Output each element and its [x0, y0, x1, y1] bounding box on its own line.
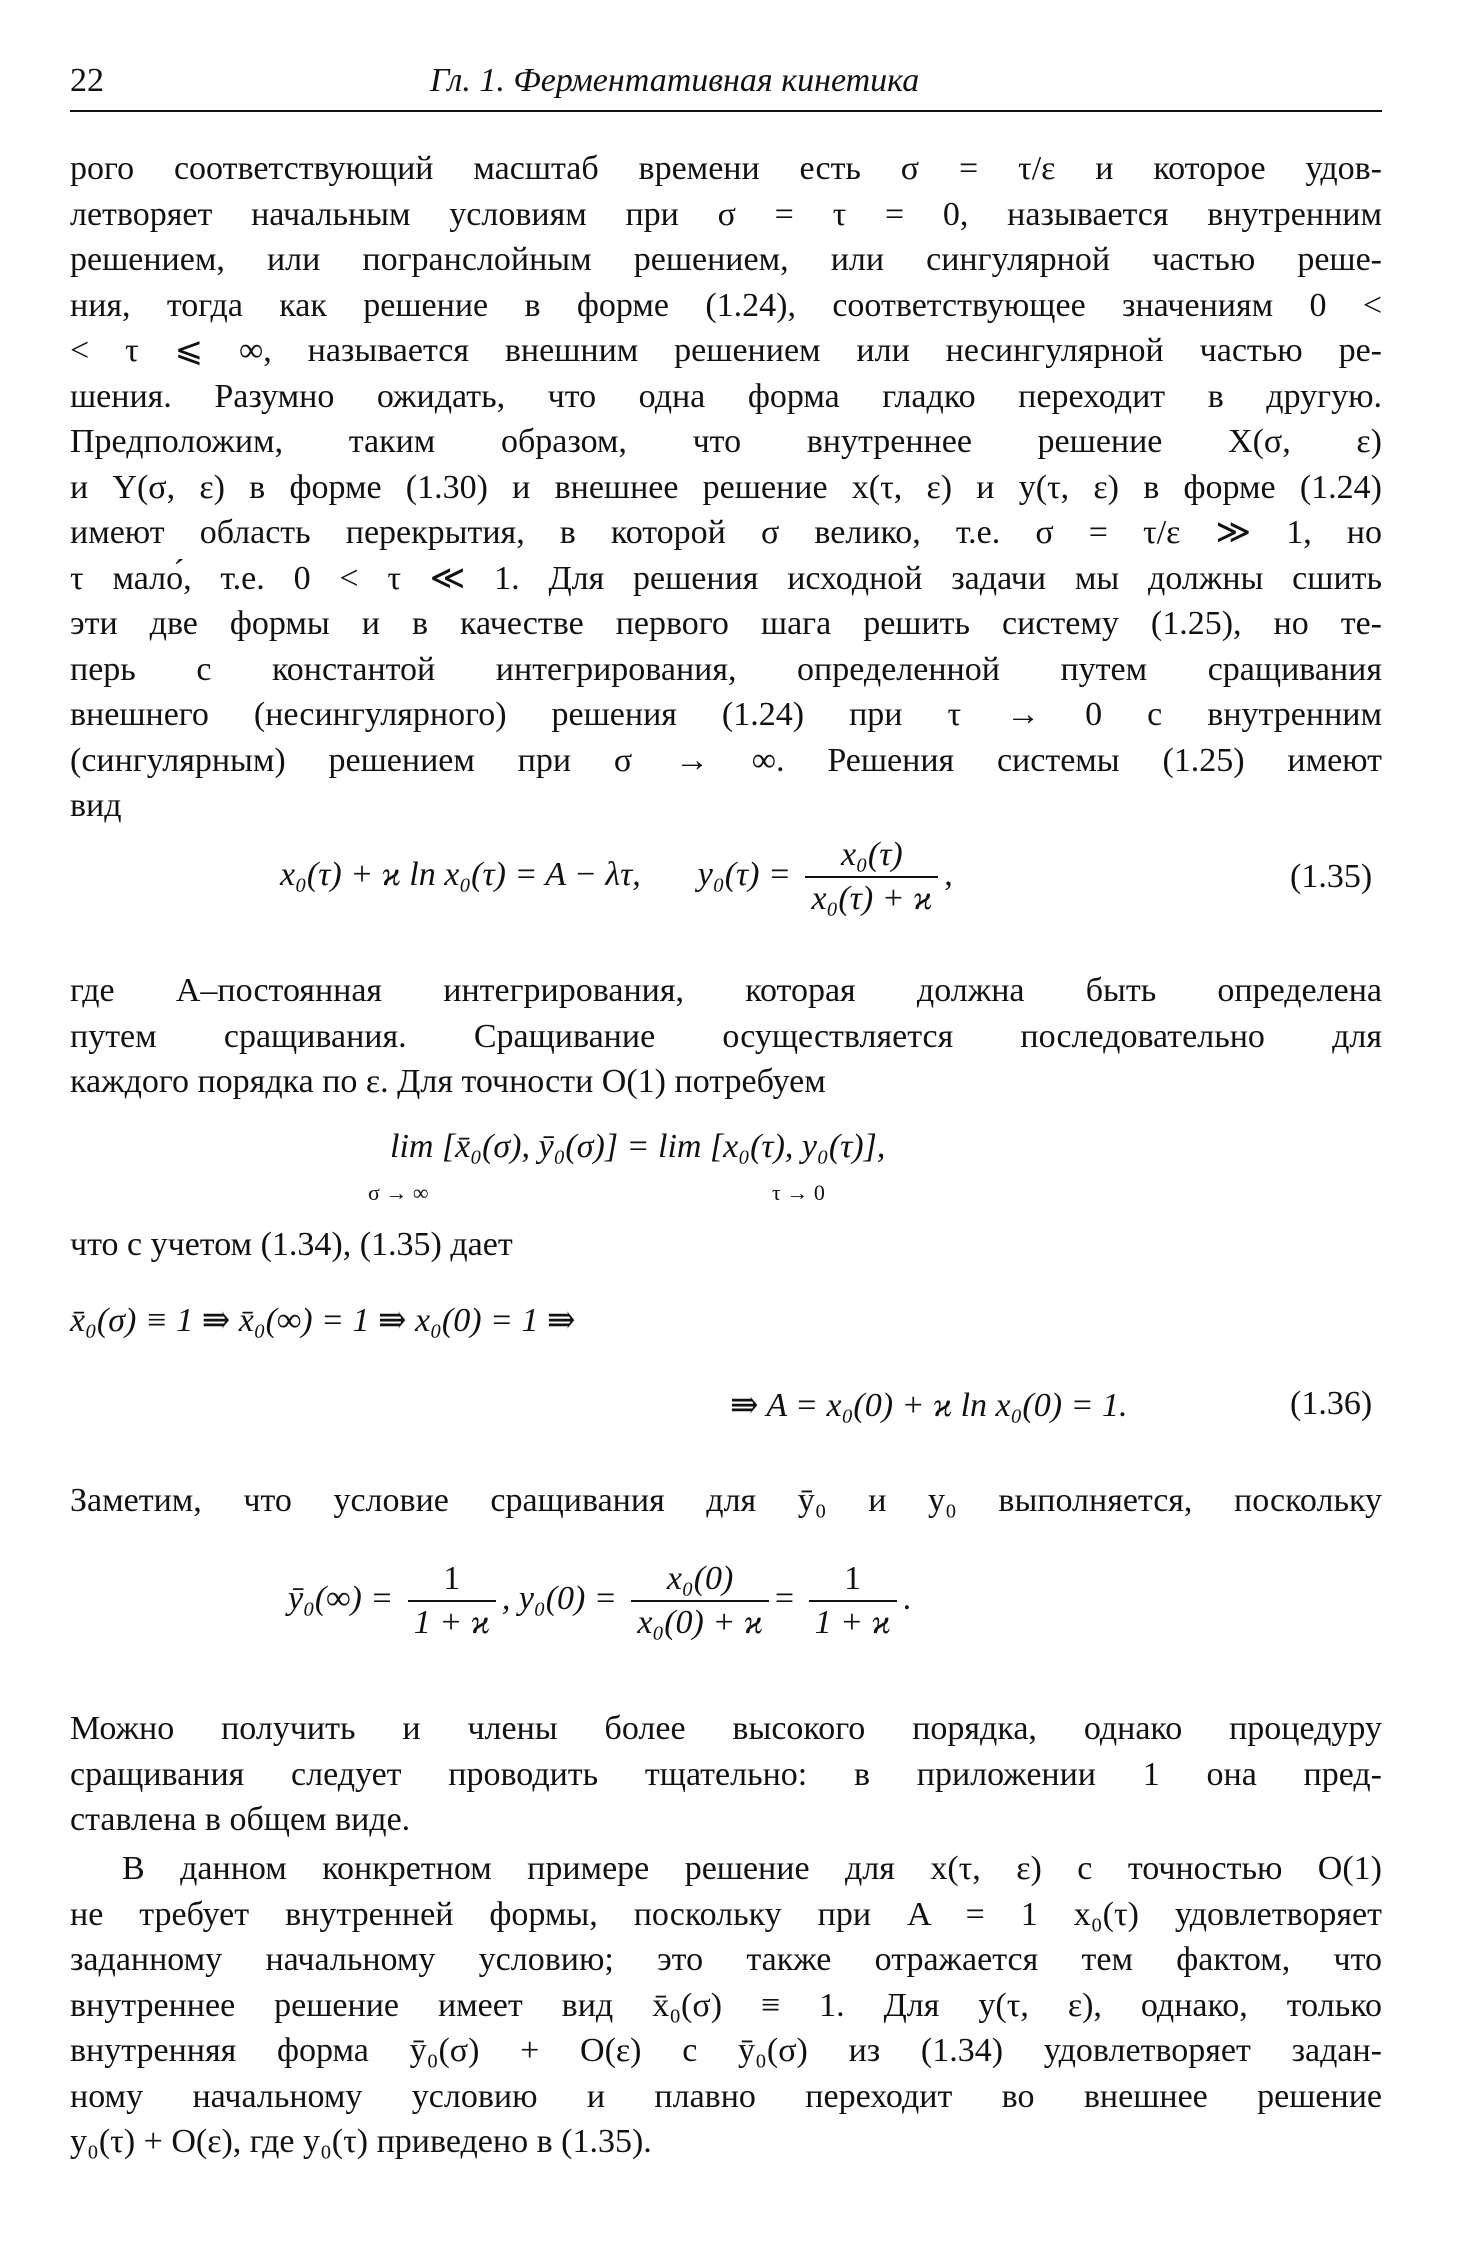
text-line: где A–постоянная интегрирования, которая должна быть определена: [70, 972, 1382, 1009]
text-line: летворяет начальным условиям при σ = τ = 0, называется внутренним: [70, 195, 1382, 233]
eq-text: ȳ₀(∞) =: [288, 1579, 394, 1617]
paragraph-6: [70, 1846, 1382, 2165]
equation-1-36-line1: [70, 1300, 575, 1340]
fraction: [805, 836, 938, 918]
equation-number: (1.35): [1290, 858, 1373, 895]
limit-expression: lim [x̄₀(σ), ȳ₀(σ)] = lim [x₀(τ), y₀(τ)],: [390, 1128, 886, 1165]
page-number: 22: [70, 62, 104, 99]
paragraph-2: [70, 968, 1382, 1105]
running-header: [70, 62, 1382, 106]
book-page: [70, 0, 1382, 2261]
punctuation: .: [902, 1579, 912, 1617]
denominator: x₀(0) + ϰ: [637, 1604, 763, 1641]
equation-1-36-line2: [730, 1385, 1128, 1425]
text-line: не требует внутренней формы, поскольку при A = 1 x₀(τ) удовлетворяет: [70, 1895, 1382, 1933]
text-line: Можно получить и члены более высокого порядка, однако процедуру: [70, 1710, 1382, 1747]
limit-sub-sigma: σ → ∞: [368, 1180, 429, 1205]
numerator: x₀(τ): [805, 836, 938, 878]
eq-mid: y₀(τ) =: [697, 855, 791, 893]
equation-1-35: [280, 836, 953, 918]
numerator: 1: [408, 1560, 496, 1602]
y-matching-equation: [288, 1560, 911, 1642]
text-line: В данном конкретном примере решение для x(τ, ε) с точностью O(1): [122, 1850, 1382, 1887]
header-rule: [70, 110, 1382, 112]
eq-text: ⇛ A = x₀(0) + ϰ ln x₀(0) = 1.: [730, 1387, 1128, 1424]
text-line: что с учетом (1.34), (1.35) дает: [70, 1226, 513, 1263]
numerator: x₀(0): [631, 1560, 769, 1602]
text-line: τ мало́, т.е. 0 < τ ≪ 1. Для решения исходной задачи мы должны сшить: [70, 559, 1382, 597]
fraction: [631, 1560, 769, 1642]
text-line: ному начальному условию и плавно переходит во внешнее решение: [70, 2077, 1382, 2115]
fraction: [809, 1560, 897, 1642]
text-line: Предположим, таким образом, что внутреннее решение X(σ, ε): [70, 423, 1382, 460]
text-line: каждого порядка по ε. Для точности O(1) потребуем: [70, 1063, 826, 1100]
text-line: шения. Разумно ожидать, что одна форма гладко переходит в другую.: [70, 377, 1382, 415]
text-line: y₀(τ) + O(ε), где y₀(τ) приведено в (1.35).: [70, 2123, 652, 2160]
text-line: внутренняя форма ȳ₀(σ) + O(ε) с ȳ₀(σ) из (1.34) удовлетворяет задан-: [70, 2032, 1382, 2069]
text-line: ния, тогда как решение в форме (1.24), соответствующее значениям 0 <: [70, 286, 1382, 324]
denominator: 1 + ϰ: [814, 1604, 891, 1641]
text-line: рого соответствующий масштаб времени есть σ = τ/ε и которое удов-: [70, 150, 1382, 187]
text-line: путем сращивания. Сращивание осуществляется последовательно для: [70, 1017, 1382, 1055]
text-line: (сингулярным) решением при σ → ∞. Решения системы (1.25) имеют: [70, 741, 1382, 779]
denominator: 1 + ϰ: [413, 1604, 490, 1641]
text-line: внутреннее решение имеет вид x̄₀(σ) ≡ 1. Для y(τ, ε), однако, только: [70, 1986, 1382, 2024]
text-line: Заметим, что условие сращивания для ȳ₀ и y₀ выполняется, поскольку: [70, 1482, 1382, 1519]
fraction: [408, 1560, 496, 1642]
text-line: и Y(σ, ε) в форме (1.30) и внешнее решение x(τ, ε) и y(τ, ε) в форме (1.24): [70, 468, 1382, 506]
limit-equation: [390, 1128, 885, 1166]
paragraph-5: [70, 1706, 1382, 1843]
text-line: сращивания следует проводить тщательно: в приложении 1 она пред-: [70, 1755, 1382, 1793]
text-line: вид: [70, 787, 122, 824]
text-line: имеют область перекрытия, в которой σ велико, т.е. σ = τ/ε ≫ 1, но: [70, 514, 1382, 551]
eq-text: , y₀(0) =: [501, 1579, 617, 1617]
paragraph-1: [70, 146, 1382, 829]
limit-sub-tau: τ → 0: [772, 1180, 825, 1205]
text-line: перь с константой интегрирования, определенной путем сращивания: [70, 650, 1382, 688]
eq-left: x₀(τ) + ϰ ln x₀(τ) = A − λτ,: [280, 855, 641, 893]
paragraph-3: [70, 1222, 1382, 1268]
equals-sign: =: [774, 1579, 795, 1617]
denominator: x₀(τ) + ϰ: [811, 880, 933, 917]
text-line: эти две формы и в качестве первого шага решить систему (1.25), но те-: [70, 605, 1382, 642]
text-line: решением, или погранслойным решением, или сингулярной частью реше-: [70, 241, 1382, 278]
paragraph-4: [70, 1478, 1382, 1524]
chapter-title: Гл. 1. Ферментативная кинетика: [430, 62, 920, 99]
text-line: ставлена в общем виде.: [70, 1801, 411, 1838]
eq-text: x̄₀(σ) ≡ 1 ⇛ x̄₀(∞) = 1 ⇛ x₀(0) = 1 ⇛: [70, 1302, 576, 1339]
numerator: 1: [809, 1560, 897, 1602]
text-line: < τ ⩽ ∞, называется внешним решением или несингулярной частью ре-: [70, 332, 1382, 369]
equation-number: (1.36): [1290, 1385, 1373, 1422]
text-line: внешнего (несингулярного) решения (1.24) при τ → 0 с внутренним: [70, 696, 1382, 733]
punctuation: ,: [944, 855, 953, 893]
text-line: заданному начальному условию; это также отражается тем фактом, что: [70, 1941, 1382, 1978]
